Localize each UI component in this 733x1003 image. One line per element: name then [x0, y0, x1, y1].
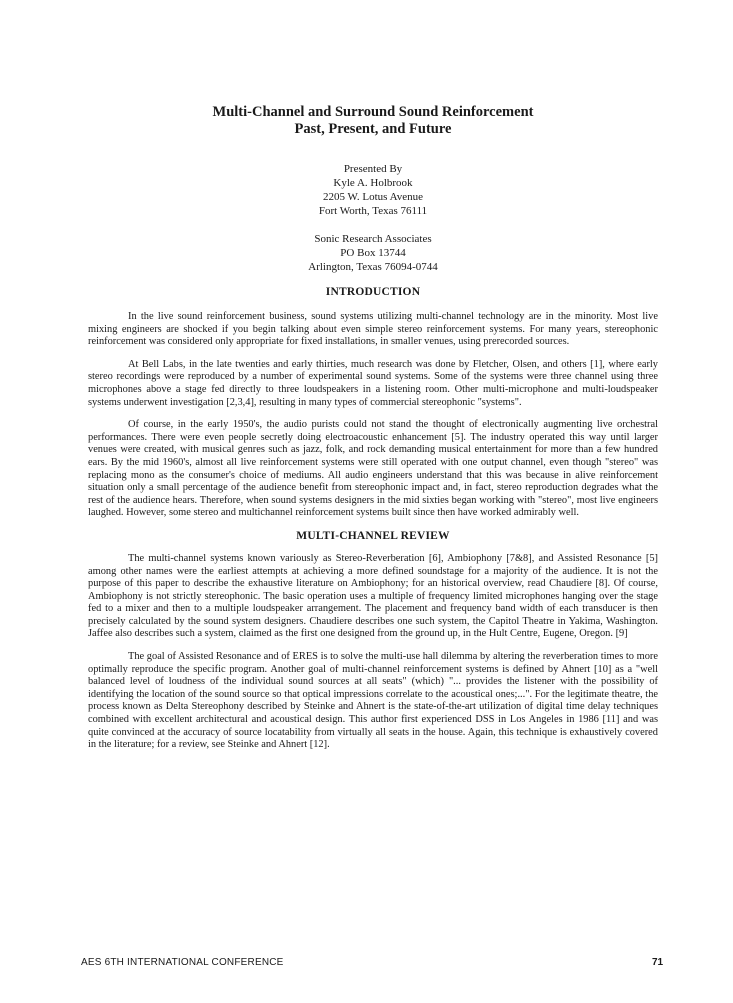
author-street: 2205 W. Lotus Avenue — [322, 191, 423, 203]
organization-box: PO Box 13744 — [340, 247, 406, 259]
intro-paragraph-1: In the live sound reinforcement business, sound systems utilizing multi-channel technology are in the minority. Most live mixing engineers are shocked if you begin talking about even simple stereo reinforcement systems. For many years, stereophonic reinforcement was considered only appropriate for fixed installations, in smaller venues, using prerecorded sources. — [88, 311, 658, 348]
presenter-block — [88, 162, 658, 218]
paper-page — [88, 104, 658, 762]
section-heading-multichannel-review: MULTI-CHANNEL REVIEW — [296, 529, 450, 542]
footer-conference: AES 6TH INTERNATIONAL CONFERENCE — [81, 957, 284, 968]
section-heading-introduction: INTRODUCTION — [325, 286, 421, 298]
review-paragraph-2: The goal of Assisted Resonance and of ERES is to solve the multi-use hall dilemma by altering the reverberation times to more optimally reproduce the specific program. Another goal of multi-channel reinforcement systems is defined by Ahnert [10] as a "well balanced level of loudness of the individual sound sources at all seats" (which) "... provides the listener with the possibility of identifying the location of the sound source so that optical impressions correlate to the acoustical ones;...". For the legitimate theatre, the process known as Delta Stereophony described by Steinke and Ahnert is the state-of-the-art utilization of digital time delay techniques combined with excellent architectural and acoustical design. This author first experienced DSS in Los Angeles in 1986 [11] and was quite convinced at the accuracy of source locatability from virtually all seats in the house. Again, this technique is exhaustively covered in the literature; for a review, see Steinke and Ahnert [12]. — [88, 651, 658, 751]
author-name: Kyle A. Holbrook — [333, 177, 413, 189]
presenter-label: Presented By — [343, 163, 403, 175]
organization-city: Arlington, Texas 76094-0744 — [308, 261, 438, 273]
page-number: 71 — [652, 957, 664, 968]
organization-name: Sonic Research Associates — [314, 233, 432, 245]
author-city: Fort Worth, Texas 76111 — [318, 205, 428, 217]
organization-block — [88, 232, 658, 274]
intro-paragraph-2: At Bell Labs, in the late twenties and early thirties, much research was done by Fletcher, Olsen, and others [1], where early stereo recordings were reproduced by a number of experimental sound systems. Some of the systems were three channel using three microphones above a stage fed directly to three loudspeakers in a listening room. Other multi-microphone and multi-loudspeaker systems underwent investigation [2,3,4], resulting in many types of commercial stereophonic "systems". — [88, 358, 658, 408]
title-line-1: Multi-Channel and Surround Sound Reinforcement — [212, 104, 534, 120]
review-paragraph-1: The multi-channel systems known variously as Stereo-Reverberation [6], Ambiophony [7&8], and Assisted Resonance [5] among other names were the earliest attempts at achieving a more defined soundstage for a majority of the audience. It is not the purpose of this paper to describe the exhaustive literature on Ambiophony; for an historical overview, read Chaudiere [8]. Of course, Ambiophony is not strictly stereophonic. The basic operation uses a multiple of frequency limited microphones hanging over the stage fed to a mixer and then to a multiple loudspeaker arrangement. The placement and frequency band width of each transducer is then precisely calculated by the sound system designers. Chaudiere describes one such system, the Capitol Theatre in Yakima, Washington. Jaffee also describes such a system, claimed as the first one designed from the ground up, in the Hult Centre, Eugene, Oregon. [9] — [88, 552, 658, 640]
intro-paragraph-3: Of course, in the early 1950's, the audio purists could not stand the thought of electronically augmenting live orchestral performances. There were even people secretly doing electroacoustic enhancement [5]. The industry operated this way until larger venues were created, with musical genres such as jazz, folk, and rock demanding musical entertainment for more than a few hundred ears. By the mid 1960's, almost all live reinforcement systems were still operated with one output channel, even though "stereo" was replacing mono as the consumer's choice of mediums. All audio engineers understand that this was because in alive reinforcement situation only a small percentage of the audience benefit from stereophonic impact and, in fact, stereo reproduction degrades what the rest of the audience hears. Therefore, when sound systems designers in the mid sixties began working with "stereo", most live engineers laughed. However, some stereo and multichannel reinforcement systems built since then have worked admirably well. — [88, 419, 658, 519]
title-line-2: Past, Present, and Future — [294, 121, 452, 137]
paper-title — [88, 104, 658, 138]
